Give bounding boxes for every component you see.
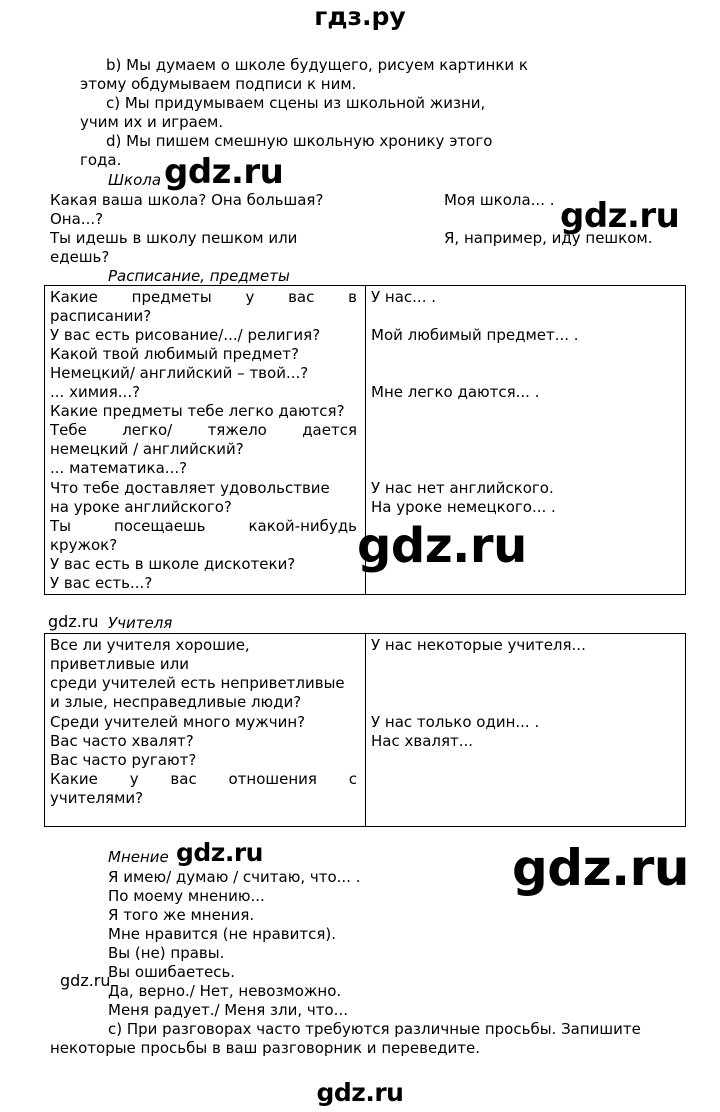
teachers-heading: Учителя [108, 614, 173, 632]
opinion-line: По моему мнению... [108, 887, 265, 905]
schedule-left-line: ... химия...? [50, 383, 141, 401]
schedule-left-line: Немецкий/ английский – твой...? [50, 364, 309, 382]
teachers-left-line: Все ли учителя хорошие, [50, 636, 250, 654]
schedule-left-line: У вас есть...? [50, 574, 153, 592]
schedule-right-line: У нас... . [371, 288, 436, 306]
intro-c-line1: c) Мы придумываем сцены из школьной жизни, [106, 94, 486, 112]
closing-line1: c) При разговорах часто требуются различные просьбы. Запишите [108, 1020, 641, 1038]
watermark: gdz.ru [316, 1078, 404, 1107]
watermark: gdz.ru [60, 971, 111, 990]
schedule-left-line: Какой твой любимый предмет? [50, 345, 299, 363]
teachers-left-word: вас [170, 770, 197, 788]
teachers-left-line: и злые, несправедливые люди? [50, 693, 302, 711]
schedule-left-line: ... математика...? [50, 459, 188, 477]
opinion-heading: Мнение [108, 848, 169, 866]
schedule-left-row [50, 288, 357, 307]
schedule-left-word: какой-нибудь [248, 517, 357, 535]
schedule-right-line: Мой любимый предмет... . [371, 326, 579, 344]
opinion-line: Меня радует./ Меня зли, что... [108, 1001, 348, 1019]
school-q1-line1: Какая ваша школа? Она большая? [50, 191, 324, 209]
opinion-line: Я того же мнения. [108, 906, 255, 924]
watermark: gdz.ru [512, 839, 689, 897]
teachers-left-word: отношения [228, 770, 317, 788]
intro-b-line1: b) Мы думаем о школе будущего, рисуем картинки к [106, 56, 528, 74]
schedule-left-line: расписании? [50, 307, 152, 325]
teachers-right-line: У нас только один... . [371, 713, 540, 731]
teachers-left-line: приветливые или [50, 655, 189, 673]
schedule-left-word: вас [288, 288, 315, 306]
schedule-left-word: Тебе [50, 421, 87, 439]
schedule-left-word: предметы [131, 288, 212, 306]
teachers-right-line: У нас некоторые учителя... [371, 636, 586, 654]
opinion-line: Я имею/ думаю / считаю, что... . [108, 868, 361, 886]
schedule-left-line: на уроке английского? [50, 498, 232, 516]
schedule-left-line: кружок? [50, 536, 118, 554]
schedule-left-word: у [245, 288, 255, 306]
closing-line2: некоторые просьбы в ваш разговорник и переведите. [50, 1039, 481, 1057]
teachers-left-word: с [348, 770, 357, 788]
schedule-left-line: У вас есть в школе дискотеки? [50, 555, 296, 573]
teachers-left-line: Вас часто хвалят? [50, 732, 194, 750]
watermark: gdz.ru [48, 612, 99, 631]
school-a1: Моя школа... . [444, 191, 555, 209]
watermark: gdz.ru [164, 152, 284, 192]
schedule-left-line: Какие предметы тебе легко даются? [50, 402, 345, 420]
school-a2: Я, например, иду пешком. [444, 229, 653, 247]
schedule-left-line: немецкий / английский? [50, 440, 244, 458]
schedule-left-line: У вас есть рисование/.../ религия? [50, 326, 321, 344]
schedule-heading: Расписание, предметы [108, 267, 290, 285]
schedule-right-line: У нас нет английского. [371, 479, 554, 497]
schedule-left-word: дается [302, 421, 357, 439]
site-header: гдз.ру [314, 2, 406, 31]
schedule-left-word: тяжело [207, 421, 267, 439]
intro-b-line2: этому обдумываем подписи к ним. [80, 75, 357, 93]
intro-d-line2: года. [80, 151, 122, 169]
schedule-left-word: Ты [50, 517, 72, 535]
watermark: gdz.ru [560, 196, 680, 236]
school-q2-line2: едешь? [50, 248, 110, 266]
intro-d-line1: d) Мы пишем смешную школьную хронику этого [106, 132, 493, 150]
schedule-left-word: легко/ [122, 421, 173, 439]
opinion-line: Вы (не) правы. [108, 944, 225, 962]
teachers-right-line: Нас хвалят... [371, 732, 474, 750]
school-q2-line1: Ты идешь в школу пешком или [50, 229, 298, 247]
intro-c-line2: учим их и играем. [80, 113, 224, 131]
schedule-left-row [50, 517, 357, 536]
opinion-line: Мне нравится (не нравится). [108, 925, 337, 943]
teachers-left-line: Среди учителей много мужчин? [50, 713, 306, 731]
teachers-left-line: учителями? [50, 789, 144, 807]
school-heading: Школа [108, 171, 162, 189]
watermark: gdz.ru [176, 838, 263, 867]
opinion-line: Да, верно./ Нет, невозможно. [108, 982, 342, 1000]
schedule-right-line: На уроке немецкого... . [371, 498, 556, 516]
schedule-left-word: в [348, 288, 357, 306]
teachers-left-row [50, 770, 357, 789]
schedule-left-word: посещаешь [113, 517, 206, 535]
schedule-left-line: Что тебе доставляет удовольствие [50, 479, 330, 497]
teachers-left-line: Вас часто ругают? [50, 751, 197, 769]
watermark: gdz.ru [357, 518, 527, 574]
opinion-line: Вы ошибаетесь. [108, 963, 236, 981]
teachers-left-word: Какие [50, 770, 98, 788]
schedule-right-line: Мне легко даются... . [371, 383, 540, 401]
schedule-left-row [50, 421, 357, 440]
teachers-left-word: у [129, 770, 139, 788]
school-q1-line2: Она...? [50, 210, 104, 228]
schedule-left-word: Какие [50, 288, 98, 306]
teachers-left-line: среди учителей есть неприветливые [50, 674, 345, 692]
